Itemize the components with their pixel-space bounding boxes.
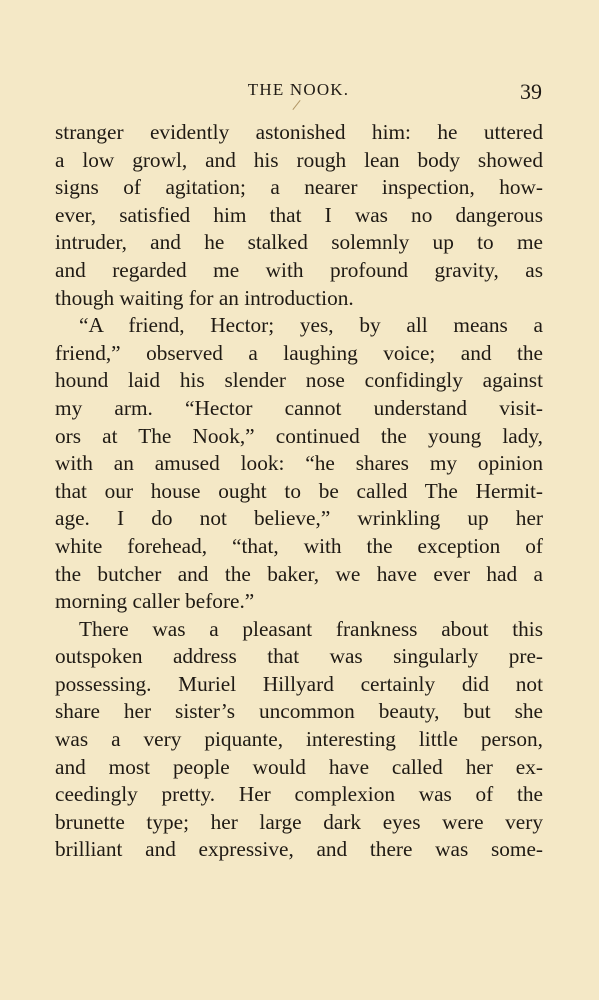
text-line: and most people would have called her ex- [55,754,543,779]
text-line: outspoken address that was singularly pre- [55,644,543,669]
text-line: and regarded me with profound gravity, as [55,257,543,282]
text-line: possessing. Muriel Hillyard certainly did not [55,671,543,696]
text-line: a low growl, and his rough lean body showed [55,147,543,172]
text-line: hound laid his slender nose confidingly against [55,368,543,393]
text-line: “A friend, Hector; yes, by all means a [79,313,543,338]
text-line: ors at The Nook,” continued the young lady, [55,423,543,448]
text-line: ceedingly pretty. Her complexion was of the [55,782,543,807]
text-line: brilliant and expressive, and there was some- [55,837,543,862]
text-line: that our house ought to be called The Hermit- [55,478,543,503]
text-line: friend,” observed a laughing voice; and the [55,340,543,365]
running-title: THE NOOK. [247,80,350,99]
text-line: with an amused look: “he shares my opinion [55,451,543,476]
text-line: my arm. “Hector cannot understand visit- [55,395,543,420]
text-line: signs of agitation; a nearer inspection, how- [55,175,543,200]
text-line: though waiting for an introduction. [55,285,354,310]
text-line: white forehead, “that, with the exception of [55,533,543,558]
text-line: ever, satisfied him that I was no dangerous [55,202,543,227]
text-line: share her sister’s uncommon beauty, but she [55,699,543,724]
text-line: brunette type; her large dark eyes were very [55,809,543,834]
body-text [55,119,543,864]
text-line: the butcher and the baker, we have ever had a [55,561,543,586]
text-line: morning caller before.” [55,589,255,614]
text-line: was a very piquante, interesting little person, [55,727,543,752]
page-number: 39 [520,79,542,104]
text-line: intruder, and he stalked solemnly up to me [55,230,543,255]
text-line: age. I do not believe,” wrinkling up her [55,506,543,531]
text-line: There was a pleasant frankness about this [79,616,543,641]
text-line: stranger evidently astonished him: he uttered [55,120,543,144]
